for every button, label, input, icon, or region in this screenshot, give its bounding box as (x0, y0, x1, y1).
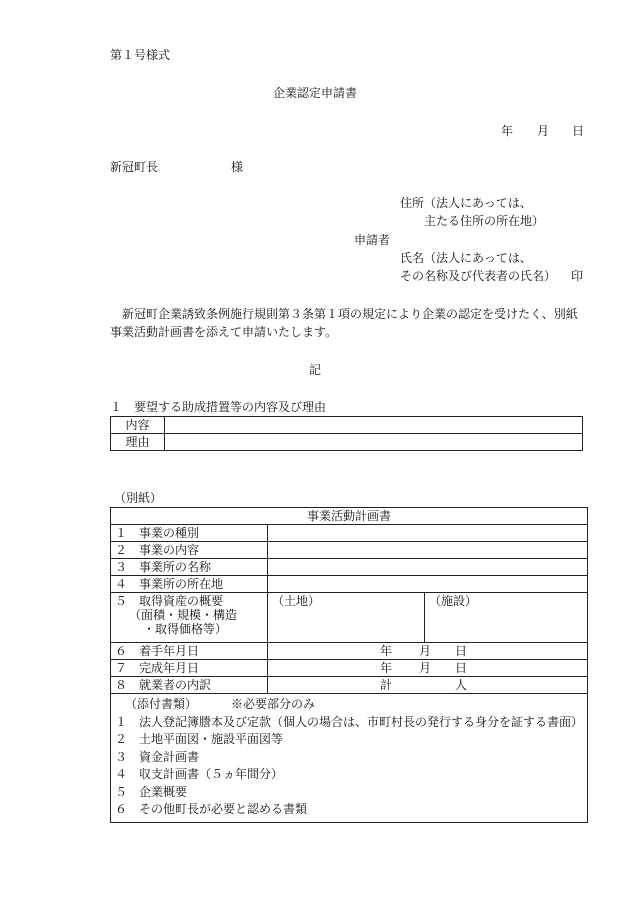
request-content-field[interactable] (165, 417, 583, 434)
name-label-line2: その名称及び代表者の氏名） (400, 269, 557, 283)
request-table (110, 416, 583, 451)
addressee-name: 新冠町長 (110, 160, 159, 174)
document-item: １ 法人登記簿謄本及び定款（個人の場合は、市町村長の発行する身分を証する書面） (115, 714, 584, 729)
document-item: ５ 企業概要 (115, 784, 188, 799)
plan-row-field[interactable] (268, 559, 588, 576)
plan-row-complete (111, 660, 588, 677)
date-month: 月 (537, 124, 550, 138)
document-item: ４ 収支計画書（５ヵ年間分） (115, 767, 284, 781)
documents-heading-line (115, 696, 583, 714)
form-number: 第１号様式 (110, 48, 171, 62)
seal-mark: 印 (571, 269, 584, 283)
document-item: ２ 土地平面図・施設平面図等 (115, 732, 284, 746)
assets-label-line3: ・取得価格等） (143, 622, 228, 636)
body-text-line2: 事業活動計画書を添えて申請いたします。 (110, 325, 338, 339)
date-day: 日 (572, 124, 585, 138)
plan-row-label: １ 事業の種別 (111, 525, 268, 542)
request-row-content (111, 417, 583, 434)
address-label-line2: 主たる住所の所在地） (424, 214, 545, 228)
request-reason-label: 理由 (111, 434, 165, 451)
ki-mark: 記 (308, 363, 321, 377)
employees-total: 計 (380, 678, 393, 692)
plan-row (111, 525, 588, 542)
documents-heading: （添付書類） (125, 697, 198, 711)
request-row-reason (111, 434, 583, 451)
plan-row-employees (111, 677, 588, 694)
employees-unit: 人 (455, 678, 468, 692)
addressee-honorific: 様 (231, 160, 244, 174)
request-reason-field[interactable] (165, 434, 583, 451)
assets-land-field[interactable] (268, 593, 425, 643)
start-day: 日 (455, 644, 468, 658)
page-title: 企業認定申請書 (272, 86, 357, 100)
name-label-line1: 氏名（法人にあっては、 (400, 251, 532, 265)
document-item: ６ その他町長が必要と認める書類 (115, 802, 308, 816)
start-year: 年 (380, 644, 393, 658)
plan-row-assets (111, 593, 588, 643)
employees-field[interactable] (268, 677, 588, 694)
section1-heading: １ 要望する助成措置等の内容及び理由 (110, 400, 327, 414)
plan-row (111, 559, 588, 576)
documents-cell (111, 694, 588, 823)
start-date-label: ６ 着手年月日 (111, 643, 268, 660)
assets-label-line1: ５ 取得資産の概要 (115, 594, 224, 608)
assets-facility-field[interactable] (425, 593, 588, 643)
address-label-line1: 住所（法人にあっては、 (400, 196, 532, 210)
plan-row-documents (111, 694, 588, 823)
plan-row (111, 576, 588, 593)
employees-label: ８ 就業者の内訳 (111, 677, 268, 694)
body-text-line1: 新冠町企業誘致条例施行規則第３条第１項の規定により企業の認定を受けたく、別紙 (122, 307, 578, 321)
assets-facility-label: （施設） (429, 594, 478, 608)
date-year: 年 (501, 124, 514, 138)
complete-date-label: ７ 完成年月日 (111, 660, 268, 677)
plan-row-field[interactable] (268, 576, 588, 593)
plan-row (111, 542, 588, 559)
complete-date-field[interactable] (268, 660, 588, 677)
plan-row-field[interactable] (268, 542, 588, 559)
document-item: ３ 資金計画書 (115, 749, 200, 764)
complete-year: 年 (380, 661, 393, 675)
assets-label-line2: （面積・規模・構造 (129, 608, 238, 622)
plan-row-start (111, 643, 588, 660)
assets-land-label: （土地） (272, 594, 321, 608)
documents-note: ※必要部分のみ (231, 697, 316, 711)
plan-row-label: ４ 事業所の所在地 (111, 576, 268, 593)
start-month: 月 (419, 644, 432, 658)
applicant-label: 申請者 (354, 233, 391, 247)
request-content-label: 内容 (111, 417, 165, 434)
plan-row-label: ３ 事業所の名称 (111, 559, 268, 576)
complete-month: 月 (419, 661, 432, 675)
plan-row-field[interactable] (268, 525, 588, 542)
plan-row-label: ２ 事業の内容 (111, 542, 268, 559)
plan-table (110, 507, 588, 823)
start-date-field[interactable] (268, 643, 588, 660)
plan-title: 事業活動計画書 (111, 508, 588, 525)
assets-label (111, 593, 268, 643)
attachment-label: （別紙） (114, 491, 163, 505)
complete-day: 日 (455, 661, 468, 675)
